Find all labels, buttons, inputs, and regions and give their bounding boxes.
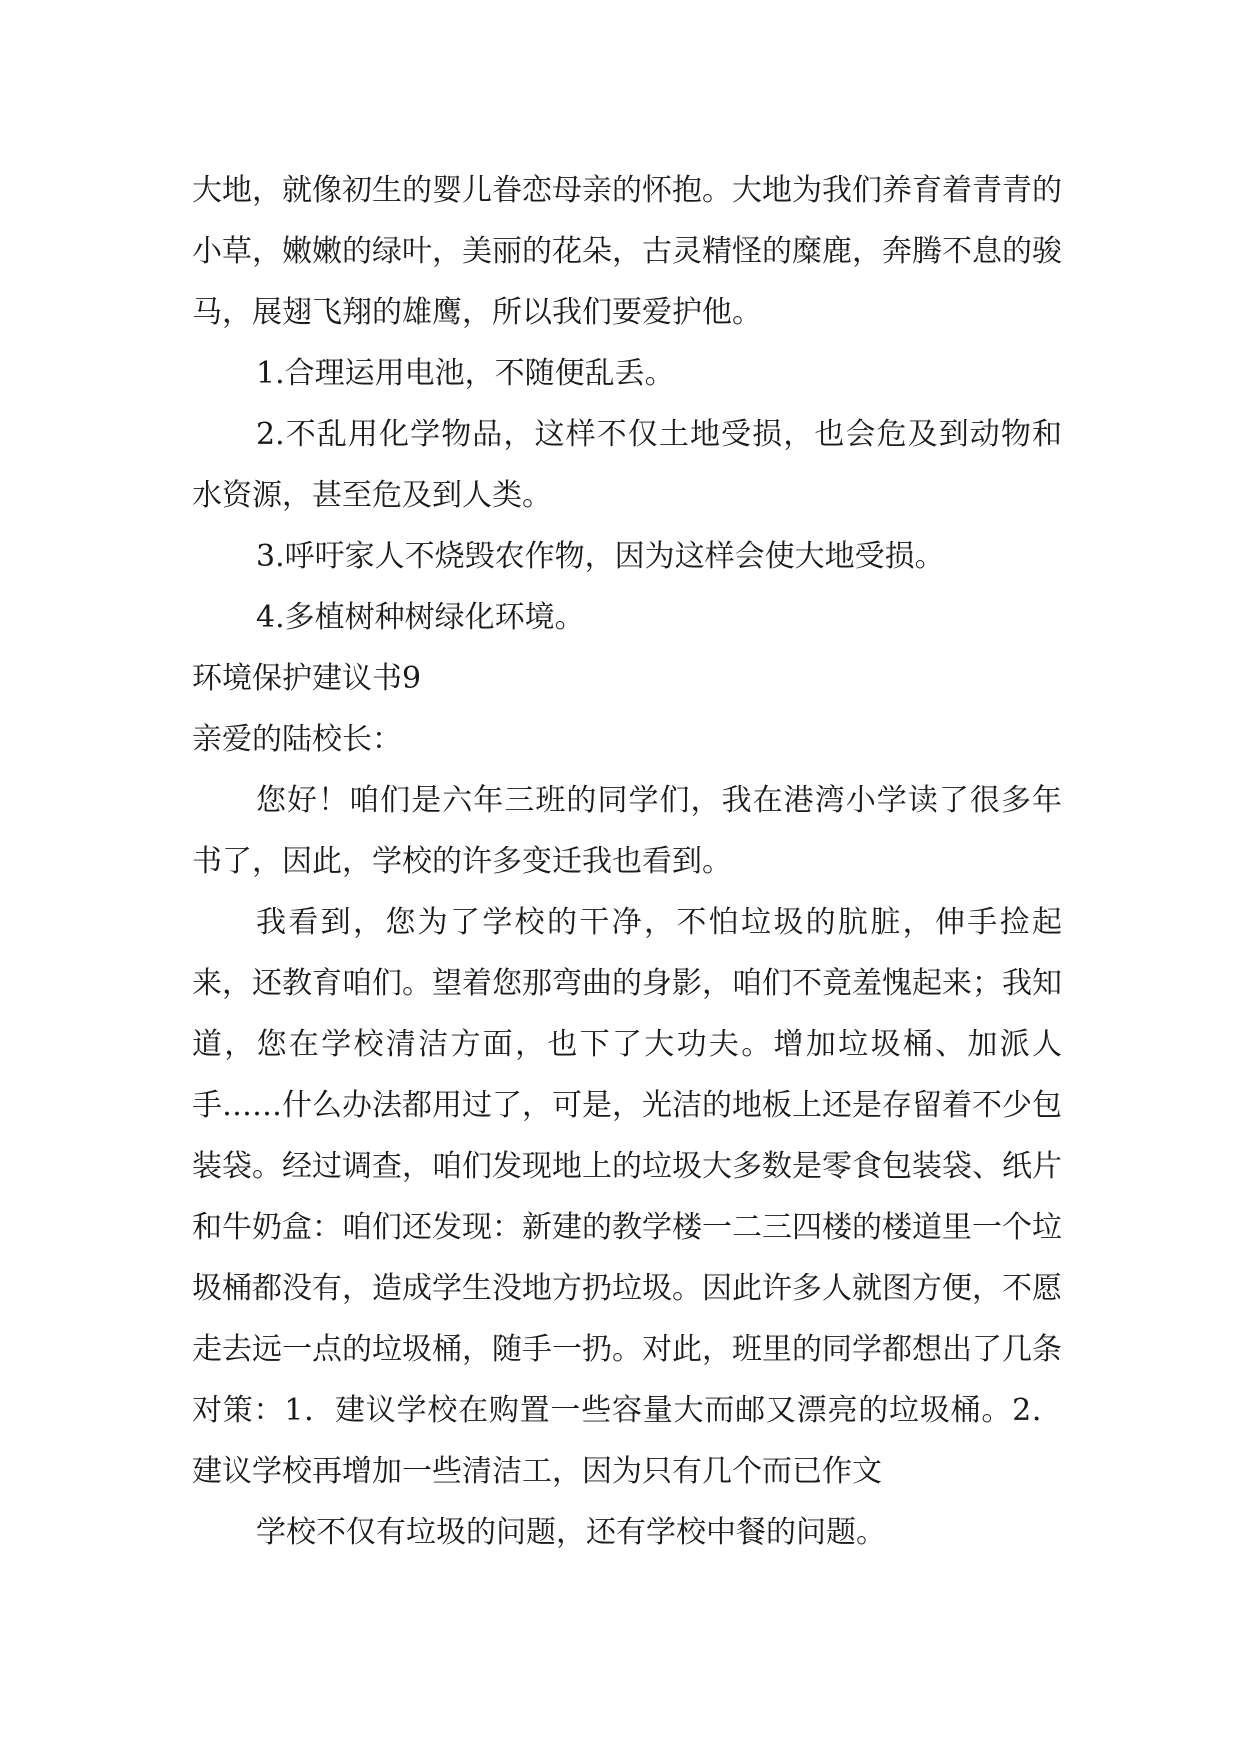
list-item-2: 2.不乱用化学物品，这样不仅土地受损，也会危及到动物和水资源，甚至危及到人类。: [192, 417, 1062, 513]
paragraph-greeting: 您好！咱们是六年三班的同学们，我在港湾小学读了很多年书了，因此，学校的许多变迁我也看到。: [192, 783, 1062, 879]
paragraph-observation: 我看到，您为了学校的干净，不怕垃圾的肮脏，伸手捡起来，还教育咱们。望着您那弯曲的身影，咱们不竟羞愧起来；我知道，您在学校清洁方面，也下了大功夫。增加垃圾桶、加派人手……什么办法都用过了，可是，光洁的地板上还是存留着不少包装袋。经过调查，咱们发现地上的垃圾大多数是零食包装袋、纸片和牛奶盒：咱们还发现：新建的教学楼一二三四楼的楼道里一个垃圾桶都没有，造成学生没地方扔垃圾。因此许多人就图方便，不愿走去远一点的垃圾桶，随手一扔。对此，班里的同学都想出了几条对策：1．建议学校在购置一些容量大而邮又漂亮的垃圾桶。2．建议学校再增加一些清洁工，因为只有几个而已作文: [192, 905, 1062, 1489]
list-item-4: 4.多植树种树绿化环境。: [256, 600, 585, 635]
document-body: [192, 160, 1062, 1563]
salutation: 亲爱的陆校长：: [192, 722, 402, 757]
paragraph-lunch: 学校不仅有垃圾的问题，还有学校中餐的问题。: [256, 1515, 886, 1550]
list-item-3: 3.呼吁家人不烧毁农作物，因为这样会使大地受损。: [256, 539, 945, 574]
section-heading: 环境保护建议书9: [192, 661, 422, 696]
paragraph-intro: 大地，就像初生的婴儿眷恋母亲的怀抱。大地为我们养育着青青的小草，嫩嫩的绿叶，美丽的花朵，古灵精怪的糜鹿，奔腾不息的骏马，展翅飞翔的雄鹰，所以我们要爱护他。: [192, 173, 1062, 330]
list-item-1: 1.合理运用电池，不随便乱丢。: [256, 356, 675, 391]
